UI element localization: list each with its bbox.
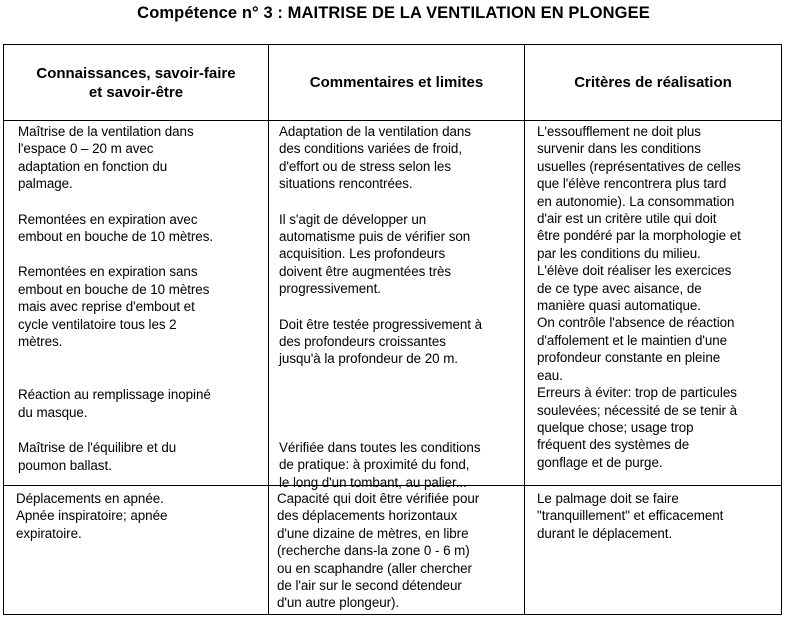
criteria-text: L'essoufflement ne doit plus survenir dans les conditions usuelles (représentatives de celles que l'élève rencontrera plus tard en autonomie). La consommation d'air est un critère utile qui doit être pondéré par la morphologie et par les conditions du milieu. L'élève doit réaliser les exercices de ce type avec aisance, de manière quasi automatique. On contrôle l'absence de réaction d'affolement et le maintien d'une profondeur constante en pleine eau. Erreurs à éviter: trop de particules soulevées; nécessité de se tenir à quelque chose; usage trop fréquent des systèmes de gonflage et de purge. <box>537 124 741 470</box>
comments-cell-apnea <box>277 490 523 612</box>
page-title: Compétence n° 3 : MAITRISE DE LA VENTILATION EN PLONGEE <box>137 4 650 22</box>
criteria-cell <box>537 123 781 471</box>
knowledge-item: Déplacements en apnée. Apnée inspiratoire; apnée expiratoire. <box>16 491 168 541</box>
knowledge-item: Réaction au remplissage inopiné du masque. <box>18 387 211 420</box>
column-divider <box>268 44 269 615</box>
knowledge-cell <box>18 123 266 474</box>
knowledge-cell-apnea <box>16 490 264 542</box>
knowledge-item: Remontées en expiration avec embout en bouche de 10 mètres. <box>18 211 214 245</box>
header-criteria: Critères de réalisation <box>574 74 732 91</box>
comments-cell <box>279 123 523 491</box>
comment-item: Adaptation de la ventilation dans des conditions variées de froid, d'effort ou de stress selon les situations rencontrées. <box>279 124 471 192</box>
comment-item: Vérifiée dans toutes les conditions de pratique: à proximité du fond, le long d'un tombant, au palier... <box>279 439 481 490</box>
knowledge-item: Maîtrise de l'équilibre et du poumon ballast. <box>18 440 177 473</box>
knowledge-item: Remontées en expiration sans embout en bouche de 10 mètres mais avec reprise d'embout et cycle ventilatoire tous les 2 mètres. <box>18 264 210 350</box>
column-divider <box>524 44 525 615</box>
knowledge-item: Maîtrise de la ventilation dans l'espace 0 – 20 m avec adaptation en fonction du palmage. <box>18 124 194 192</box>
header-knowledge: Connaissances, savoir-faire et savoir-être <box>36 64 236 101</box>
header-comments: Commentaires et limites <box>309 74 484 91</box>
comment-item: Il s'agit de développer un automatisme puis de vérifier son acquisition. Les profondeurs doivent être augmentées très progressivement. <box>279 211 471 297</box>
comment-item: Capacité qui doit être vérifiée pour des déplacements horizontaux d'une dizaine de mètres, en libre (recherche dans-la zone 0 - 6 m) ou en scaphandre (aller chercher de l'air sur le second détendeur d'un autre plongeur). <box>277 491 480 611</box>
criteria-text: Le palmage doit se faire "tranquillement" et efficacement durant le déplacement. <box>537 491 724 541</box>
comment-item: Doit être testée progressivement à des profondeurs croissantes jusqu'à la profondeur de 20 m. <box>279 316 482 367</box>
criteria-cell-apnea <box>537 490 781 542</box>
